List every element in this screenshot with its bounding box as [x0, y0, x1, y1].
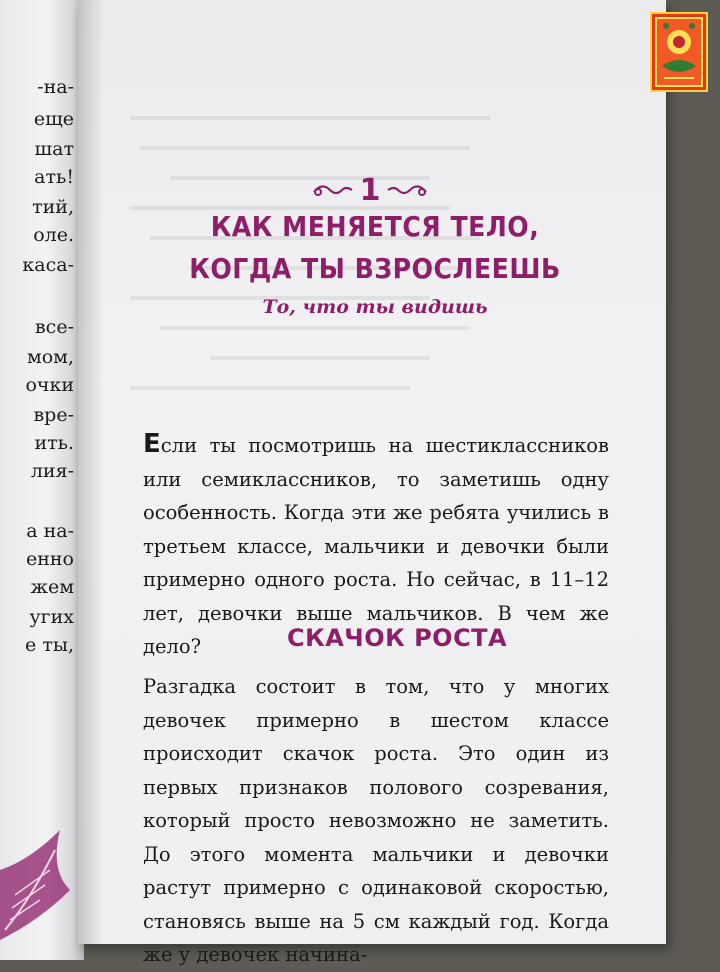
- chapter-subtitle: То, что ты видишь: [262, 296, 488, 318]
- swirl-ornament-icon: [312, 180, 354, 200]
- drop-cap: Е: [143, 429, 161, 459]
- left-page-line: все-: [34, 316, 74, 338]
- left-page-line: лия-: [30, 460, 74, 482]
- left-page-line: енно: [25, 548, 74, 570]
- chapter-title-line-1: КАК МЕНЯЕТСЯ ТЕЛО,: [210, 210, 540, 243]
- left-page-line: -на-: [37, 76, 74, 98]
- left-page-line: ить.: [34, 432, 74, 454]
- left-page: [0, 0, 84, 960]
- left-page-line: тий,: [32, 196, 74, 218]
- left-page-line: вре-: [33, 404, 74, 426]
- chapter-title-line-2: КОГДА ТЫ ВЗРОСЛЕЕШЬ: [189, 252, 561, 285]
- feather-illustration: [0, 830, 70, 940]
- left-page-line: шат: [34, 138, 74, 160]
- swirl-ornament-icon: [386, 180, 428, 200]
- chapter-number: 1: [359, 172, 381, 208]
- left-page-line: каса-: [22, 254, 74, 276]
- left-page-line: очки: [25, 374, 74, 396]
- left-page-line: еще: [33, 108, 74, 130]
- left-page-line: угих: [29, 606, 74, 628]
- folk-art-badge-icon: [650, 12, 708, 92]
- left-page-line: ать!: [34, 166, 74, 188]
- section-paragraph: Разгадка состоит в том, что у многих девочек примерно в шестом классе происходит скачок роста. Это один из первых признаков полового созревания, который просто невозможно не заметить. До этого момента мальчики и девочки растут примерно с одинаковой скоростью, становясь выше на 5 см каждый год. Когда же у девочек начина-: [143, 675, 609, 966]
- intro-text: сли ты посмотришь на шестиклассников или семиклассников, то заметишь одну особенность. Когда эти же ребята учились в третьем классе, мальчики и девочки были примерно одного роста. Но сейчас, в 11–12 лет, девочки выше мальчиков. В чем же дело?: [143, 434, 609, 658]
- section-heading: СКАЧОК РОСТА: [287, 624, 508, 652]
- chapter-heading-ornament: [300, 170, 440, 210]
- left-page-line: оле.: [33, 224, 74, 246]
- left-page-line: мом,: [26, 346, 74, 368]
- left-page-line: е ты,: [25, 634, 74, 656]
- page-gutter-shadow: [78, 0, 104, 944]
- left-page-line: а на-: [26, 520, 74, 542]
- left-page-line: жем: [30, 576, 74, 598]
